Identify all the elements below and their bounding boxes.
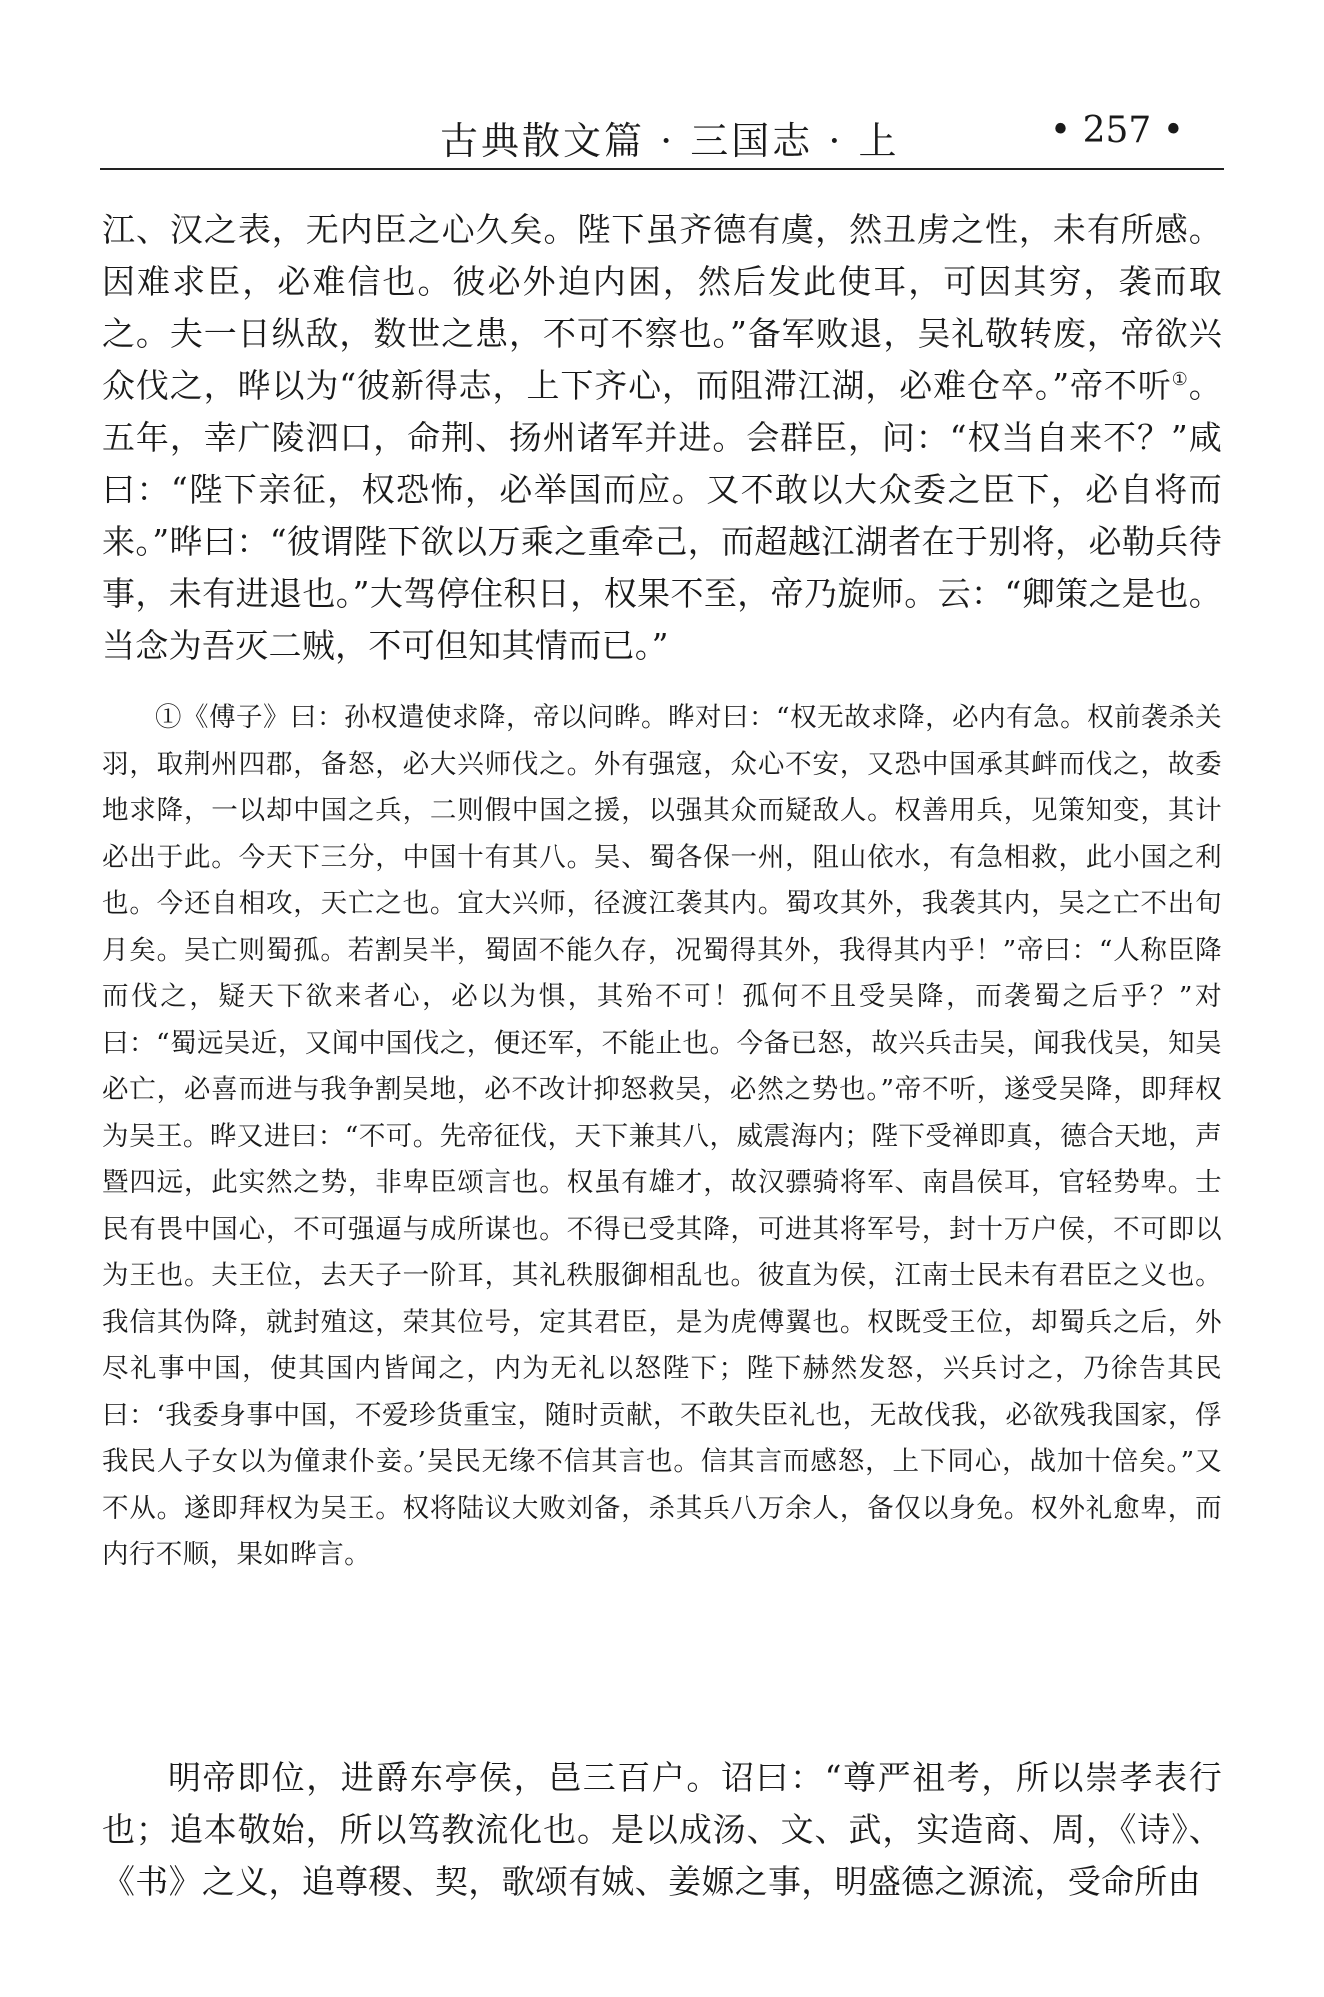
main-paragraph-part-1: 江、汉之表，无内臣之心久矣。陛下虽齐德有虞，然丑虏之性，未有所感。因难求臣，必难信也。彼必外迫内困，然后发此使耳，可因其穷，袭而取之。夫一日纵敌，数世之患，不可不察也。”备军败退，吴礼敬转废，帝欲兴众伐之，晔以为“彼新得志，上下齐心，而阻滞江湖，必难仓卒。”帝不听 (102, 210, 1222, 405)
footnote-text: ①《傅子》曰：孙权遣使求降，帝以问晔。晔对曰：“权无故求降，必内有急。权前袭杀关羽，取荆州四郡，备怒，必大兴师伐之。外有强寇，众心不安，又恐中国承其衅而伐之，故委地求降，一以却中国之兵，二则假中国之援，以强其众而疑敌人。权善用兵，见策知变，其计必出于此。今天下三分，中国十有其八。吴、蜀各保一州，阻山依水，有急相救，此小国之利也。今还自相攻，天亡之也。宜大兴师，径渡江袭其内。蜀攻其外，我袭其内，吴之亡不出旬月矣。吴亡则蜀孤。若割吴半，蜀固不能久存，况蜀得其外，我得其内乎！”帝曰：“人称臣降而伐之，疑天下欲来者心，必以为惧，其殆不可！孤何不且受吴降，而袭蜀之后乎？”对曰：“蜀远吴近，又闻中国伐之，便还军，不能止也。今备已怒，故兴兵击吴，闻我伐吴，知吴必亡，必喜而进与我争割吴地，必不改计抑怒救吴，必然之势也。”帝不听，遂受吴降，即拜权为吴王。晔又进曰：“不可。先帝征伐，天下兼其八，威震海内；陛下受禅即真，德合天地，声暨四远，此实然之势，非卑臣颂言也。权虽有雄才，故汉骠骑将军、南昌侯耳，官轻势卑。士民有畏中国心，不可强逼与成所谋也。不得已受其降，可进其将军号，封十万户侯，不可即以为王也。夫王位，去天子一阶耳，其礼秩服御相乱也。彼直为侯，江南士民未有君臣之义也。我信其伪降，就封殖这，荣其位号，定其君臣，是为虎傅翼也。权既受王位，却蜀兵之后，外尽礼事中国，使其国内皆闻之，内为无礼以怒陛下；陛下赫然发怒，兴兵讨之，乃徐告其民曰：‘我委身事中国，不爱珍货重宝，随时贡献，不敢失臣礼也，无故伐我，必欲残我国家，俘我民人子女以为僮隶仆妾。’吴民无缘不信其言也。信其言而感怒，上下同心，战加十倍矣。”又不从。遂即拜权为吴王。权将陆议大败刘备，杀其兵八万余人，备仅以身免。权外礼愈卑，而内行不顺，果如晔言。 (102, 702, 1222, 1570)
page-number: • 257 • (1049, 110, 1184, 151)
running-header (100, 100, 1224, 172)
running-header-title: 古典散文篇 · 三国志 · 上 (440, 119, 900, 163)
main-paragraph (102, 204, 1222, 672)
next-paragraph: 明帝即位，进爵东亭侯，邑三百户。诏曰：“尊严祖考，所以崇孝表行也；追本敬始，所以笃教流化也。是以成汤、文、武，实造商、周，《诗》、《书》之义，追尊稷、契，歌颂有娀、姜嫄之事，明盛德之源流，受命所由 (102, 1758, 1222, 1901)
footnote-block (102, 695, 1222, 1579)
footnote-reference: ① (1171, 369, 1189, 390)
main-body-text (102, 204, 1222, 672)
header-rule (100, 168, 1224, 170)
next-section-text (102, 1752, 1222, 1908)
main-paragraph-part-2: 。五年，幸广陵泗口，命荆、扬州诸军并进。会群臣，问：“权当自来不？”咸曰：“陛下亲征，权恐怖，必举国而应。又不敢以大众委之臣下，必自将而来。”晔曰：“彼谓陛下欲以万乘之重牵己，而超越江湖者在于别将，必勒兵待事，未有进退也。”大驾停住积日，权果不至，帝乃旋师。云：“卿策之是也。当念为吾灭二贼，不可但知其情而已。” (102, 366, 1222, 665)
